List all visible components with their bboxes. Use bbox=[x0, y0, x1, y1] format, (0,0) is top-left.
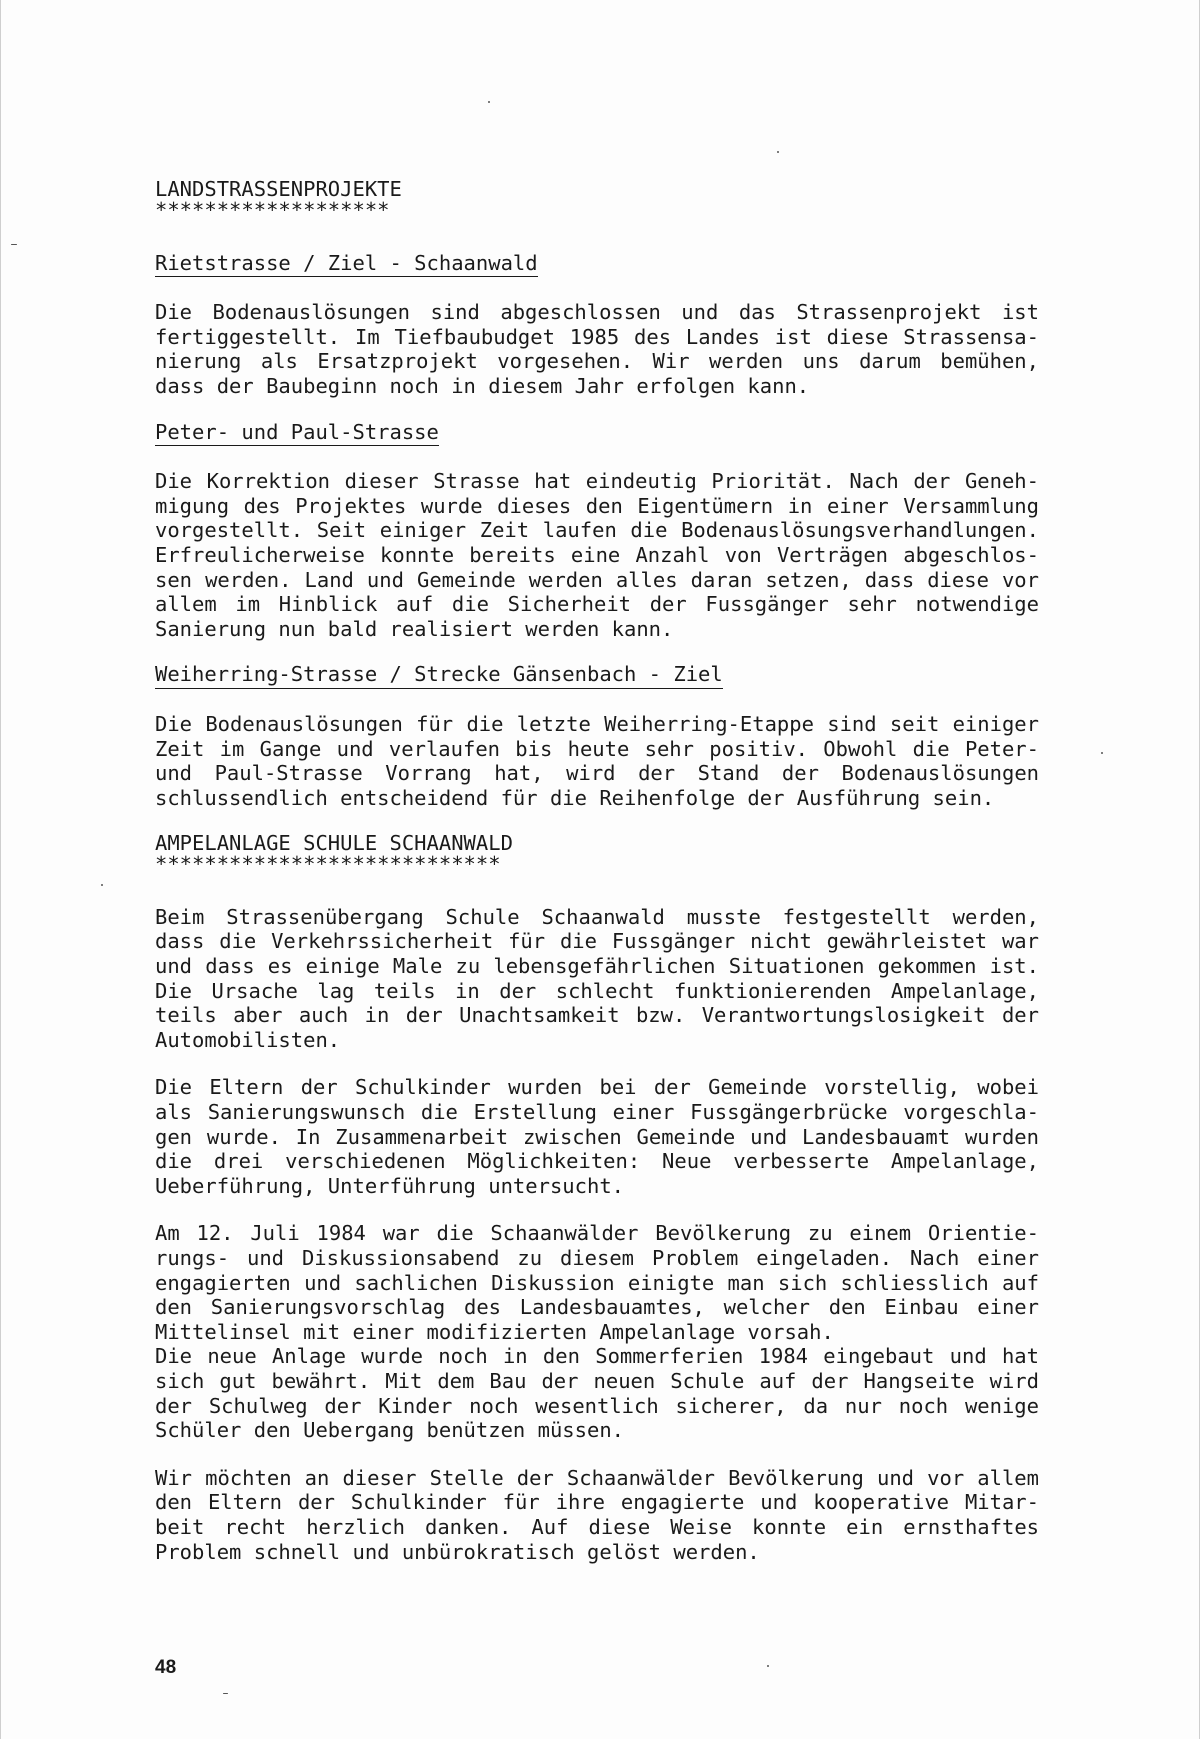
paragraph bbox=[155, 300, 1039, 398]
section-heading: LANDSTRASSENPROJEKTE bbox=[155, 177, 402, 201]
text-line: gen wurde. In Zusammenarbeit zwischen Gemeinde und Landesbauamt wurden bbox=[155, 1124, 1039, 1149]
scan-speck bbox=[101, 884, 103, 886]
text-line: Beim Strassenübergang Schule Schaanwald musste festgestellt werden, bbox=[155, 904, 1039, 929]
text-line: die drei verschiedenen Möglichkeiten: Neue verbesserte Ampelanlage, bbox=[155, 1149, 1039, 1174]
text-line: den Sanierungsvorschlag des Landesbauamtes, welcher den Einbau einer bbox=[155, 1295, 1039, 1320]
text-line: dass die Verkehrssicherheit für die Fussgänger nicht gewährleistet war bbox=[155, 929, 1039, 954]
text-line: dass der Baubeginn noch in diesem Jahr erfolgen kann. bbox=[155, 373, 810, 398]
text-line: Die Ursache lag teils in der schlecht funktionierenden Ampelanlage, bbox=[155, 978, 1039, 1003]
subsection-title: Rietstrasse / Ziel - Schaanwald bbox=[155, 251, 538, 278]
text-line: sen werden. Land und Gemeinde werden alles daran setzen, dass diese vor bbox=[155, 567, 1039, 592]
text-line: der Schulweg der Kinder noch wesentlich sicherer, da nur noch wenige bbox=[155, 1393, 1039, 1418]
paragraph bbox=[155, 1075, 1039, 1198]
text-line: sich gut bewährt. Mit dem Bau der neuen Schule auf der Hangseite wird bbox=[155, 1368, 1039, 1393]
text-line: Problem schnell und unbürokratisch gelöst werden. bbox=[155, 1539, 760, 1564]
text-line: Schüler den Uebergang benützen müssen. bbox=[155, 1418, 624, 1443]
text-line: migung des Projektes wurde dieses den Eigentümern in einer Versammlung bbox=[155, 493, 1039, 518]
text-line: Sanierung nun bald realisiert werden kann. bbox=[155, 616, 674, 641]
text-line: und Paul-Strasse Vorrang hat, wird der Stand der Bodenauslösungen bbox=[155, 761, 1039, 786]
heading-asterisk-underline: **************************** bbox=[155, 851, 501, 876]
text-line: Mittelinsel mit einer modifizierten Ampelanlage vorsah. bbox=[155, 1319, 834, 1344]
scan-speck bbox=[11, 244, 17, 245]
text-line: Die Bodenauslösungen für die letzte Weiherring-Etappe sind seit einiger bbox=[155, 711, 1039, 736]
text-line: engagierten und sachlichen Diskussion einigte man sich schliesslich auf bbox=[155, 1270, 1039, 1295]
text-line: schlussendlich entscheidend für die Reihenfolge der Ausführung sein. bbox=[155, 785, 995, 810]
text-line: Die Korrektion dieser Strasse hat eindeutig Priorität. Nach der Geneh- bbox=[155, 469, 1039, 494]
text-line: Automobilisten. bbox=[155, 1027, 341, 1052]
text-line: fertiggestellt. Im Tiefbaubudget 1985 des Landes ist diese Strassensa- bbox=[155, 324, 1039, 349]
text-line: Zeit im Gange und verlaufen bis heute sehr positiv. Obwohl die Peter- bbox=[155, 736, 1039, 761]
text-line: rungs- und Diskussionsabend zu diesem Problem eingeladen. Nach einer bbox=[155, 1246, 1039, 1270]
paragraph bbox=[155, 1466, 1039, 1564]
paragraph bbox=[155, 712, 1039, 810]
paragraph bbox=[155, 469, 1039, 641]
text-line: Ueberführung, Unterführung untersucht. bbox=[155, 1173, 624, 1198]
text-line: vorgestellt. Seit einiger Zeit laufen die Bodenauslösungsverhandlungen. bbox=[155, 518, 1039, 543]
paragraph bbox=[155, 905, 1039, 1053]
scan-speck bbox=[767, 1665, 769, 1667]
scan-speck bbox=[223, 1693, 228, 1694]
text-line: und dass es einige Male zu lebensgefährlichen Situationen gekommen ist. bbox=[155, 954, 1039, 979]
text-line: Die neue Anlage wurde noch in den Sommerferien 1984 eingebaut und hat bbox=[155, 1344, 1039, 1369]
text-line: beit recht herzlich danken. Auf diese Weise konnte ein ernsthaftes bbox=[155, 1514, 1039, 1539]
scan-speck bbox=[777, 151, 779, 153]
text-line: den Eltern der Schulkinder für ihre engagierte und kooperative Mitar- bbox=[155, 1490, 1039, 1515]
scan-speck bbox=[488, 101, 490, 103]
paragraph bbox=[155, 1221, 1039, 1442]
text-line: Wir möchten an dieser Stelle der Schaanwälder Bevölkerung und vor allem bbox=[155, 1465, 1039, 1490]
text-line: teils aber auch in der Unachtsamkeit bzw. Verantwortungslosigkeit der bbox=[155, 1003, 1039, 1028]
subsection-title: Peter- und Paul-Strasse bbox=[155, 420, 439, 447]
subsection-title: Weiherring-Strasse / Strecke Gänsenbach - Ziel bbox=[155, 662, 723, 689]
heading-asterisk-underline: ******************* bbox=[155, 197, 390, 222]
text-line: allem im Hinblick auf die Sicherheit der Fussgänger sehr notwendige bbox=[155, 592, 1039, 617]
text-line: Die Bodenauslösungen sind abgeschlossen und das Strassenprojekt ist bbox=[155, 300, 1039, 325]
text-line: Am 12. Juli 1984 war die Schaanwälder Bevölkerung zu einem Orientie- bbox=[155, 1221, 1039, 1246]
scan-speck bbox=[1101, 752, 1103, 754]
text-line: Erfreulicherweise konnte bereits eine Anzahl von Verträgen abgeschlos- bbox=[155, 542, 1039, 567]
page-body bbox=[155, 177, 1039, 1564]
page-number: 48 bbox=[155, 1657, 177, 1678]
text-line: als Sanierungswunsch die Erstellung einer Fussgängerbrücke vorgeschla- bbox=[155, 1100, 1039, 1125]
text-line: Die Eltern der Schulkinder wurden bei der Gemeinde vorstellig, wobei bbox=[155, 1075, 1039, 1100]
text-line: nierung als Ersatzprojekt vorgesehen. Wir werden uns darum bemühen, bbox=[155, 349, 1039, 374]
section-heading: AMPELANLAGE SCHULE SCHAANWALD bbox=[155, 831, 513, 856]
